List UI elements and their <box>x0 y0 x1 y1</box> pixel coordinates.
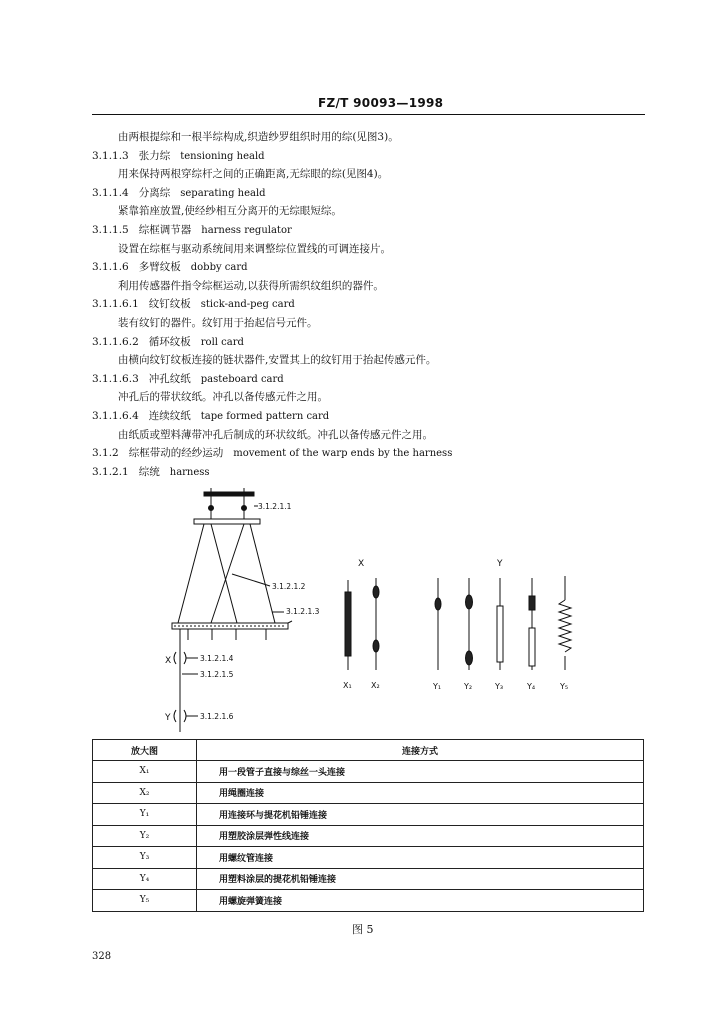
standard-header: FZ/T 90093—1998 <box>318 96 444 110</box>
row-key: Y₃ <box>93 847 197 869</box>
paragraph-text: 装有纹钉的器件。纹钉用于抬起信号元件。 <box>118 317 318 329</box>
detail-y1 <box>435 578 441 670</box>
term-chinese: 循环纹板 <box>148 335 191 348</box>
table-row <box>93 890 644 912</box>
clause-number: 3.1.1.5 <box>92 224 129 236</box>
detail-label: Y₄ <box>527 682 536 691</box>
clause-number: 3.1.1.3 <box>92 149 129 162</box>
term-chinese: 冲孔纹纸 <box>148 372 191 385</box>
term-chinese: 综框调节器 <box>138 224 192 236</box>
term-english: separating heald <box>180 187 266 199</box>
table-row <box>93 782 644 804</box>
row-key: X₁ <box>93 761 197 783</box>
term-english: roll card <box>200 336 244 348</box>
row-key: Y₂ <box>93 825 197 847</box>
paragraph-text: 由横向纹钉纹板连接的链状器件,安置其上的纹钉用于抬起传感元件。 <box>118 354 437 367</box>
figure-caption: 图 5 <box>352 923 374 936</box>
paragraph-text: 设置在综框与驱动系统间用来调整综位置线的可调连接片。 <box>118 242 391 255</box>
row-key: Y₁ <box>93 804 197 826</box>
detail-y3 <box>497 578 503 670</box>
detail-label: Y₁ <box>433 682 442 691</box>
term-english: movement of the warp ends by the harness <box>233 448 453 460</box>
row-key: X₂ <box>93 782 197 804</box>
row-key: Y₄ <box>93 868 197 890</box>
mark-y-left: Y <box>165 713 171 723</box>
table-row <box>93 804 644 826</box>
connector-x <box>174 652 186 664</box>
clause-number: 3.1.1.6.3 <box>92 372 139 385</box>
detail-label: X₁ <box>343 681 352 690</box>
detail-y2 <box>466 578 473 670</box>
detail-y4 <box>529 578 535 670</box>
mark-x-left: X <box>165 656 172 666</box>
clause-number: 3.1.1.4 <box>92 186 129 199</box>
detail-label: X₂ <box>371 681 380 690</box>
term-chinese: 连续纹纸 <box>148 410 191 422</box>
callout-3: 3.1.2.1.3 <box>286 607 320 616</box>
connector-y <box>174 710 186 722</box>
term-heading <box>92 297 295 312</box>
paragraph-text: 冲孔后的带状纹纸。冲孔以备传感元件之用。 <box>118 391 328 404</box>
row-value: 用绳圈连接 <box>197 782 644 804</box>
term-heading <box>92 335 244 350</box>
term-heading <box>92 186 266 201</box>
term-english: harness regulator <box>201 225 292 236</box>
lower-rail <box>172 621 292 640</box>
upper-frame-bar <box>194 519 260 524</box>
table-row <box>93 847 644 869</box>
clause-number: 3.1.2 <box>92 447 119 460</box>
term-english: pasteboard card <box>200 373 284 385</box>
callout-4: 3.1.2.1.4 <box>200 654 234 663</box>
table-row <box>93 825 644 847</box>
detail-label: Y₅ <box>560 682 569 691</box>
term-english: dobby card <box>190 262 248 274</box>
term-english: harness <box>169 466 210 478</box>
table-row <box>93 868 644 890</box>
header-rule <box>92 114 645 115</box>
table-row <box>93 761 644 783</box>
column-header-connection: 连接方式 <box>197 740 644 761</box>
term-chinese: 综框带动的经纱运动 <box>128 447 224 460</box>
detail-y5 <box>559 576 571 670</box>
callout-2: 3.1.2.1.2 <box>272 582 306 591</box>
row-value: 用塑胶涂层弹性线连接 <box>197 825 644 847</box>
term-heading <box>92 409 329 424</box>
term-heading <box>92 149 265 164</box>
row-key: Y₅ <box>93 890 197 912</box>
detail-label: Y₂ <box>464 682 473 691</box>
connection-table <box>92 739 644 912</box>
page-number: 328 <box>92 951 112 962</box>
term-english: tape formed pattern card <box>200 411 330 422</box>
term-english: stick-and-peg card <box>200 299 295 311</box>
term-chinese: 多臂纹板 <box>138 261 181 274</box>
term-chinese: 张力综 <box>138 149 171 162</box>
row-value: 用一段管子直接与综丝一头连接 <box>197 761 644 783</box>
term-heading <box>92 446 452 461</box>
term-heading <box>92 223 292 238</box>
term-heading <box>92 465 210 480</box>
clause-number: 3.1.1.6.1 <box>92 298 139 311</box>
term-chinese: 分离综 <box>138 186 171 199</box>
callout-1: 3.1.2.1.1 <box>258 502 292 511</box>
paragraph-text: 利用传感器件指令综框运动,以获得所需织纹组织的器件。 <box>118 279 384 292</box>
clause-number: 3.1.1.6 <box>92 261 129 274</box>
column-header-enlarged: 放大图 <box>93 740 197 761</box>
paragraph-text: 由纸质或塑料薄带冲孔后制成的环状纹纸。冲孔以备传感元件之用。 <box>118 428 433 441</box>
term-chinese: 综统 <box>138 465 160 478</box>
top-harness-bar <box>204 488 254 520</box>
callout-5: 3.1.2.1.5 <box>200 670 234 679</box>
detail-x1 <box>345 580 351 670</box>
mark-x-group: X <box>358 559 365 569</box>
detail-x2 <box>373 578 379 670</box>
row-value: 用螺纹管连接 <box>197 847 644 869</box>
harness-cords <box>178 524 275 623</box>
clause-number: 3.1.2.1 <box>92 465 129 478</box>
paragraph-text: 用来保持两根穿综杆之间的正确距离,无综眼的综(见图4)。 <box>118 168 389 181</box>
row-value: 用螺旋弹簧连接 <box>197 890 644 912</box>
paragraph-text: 紧靠筘座放置,使经纱相互分离开的无综眼短综。 <box>118 205 342 218</box>
clause-number: 3.1.1.6.2 <box>92 335 139 348</box>
row-value: 用塑料涂层的提花机铅锤连接 <box>197 868 644 890</box>
detail-label: Y₃ <box>495 682 504 691</box>
clause-number: 3.1.1.6.4 <box>92 410 139 422</box>
mark-y-group: Y <box>497 559 503 569</box>
term-heading <box>92 372 284 387</box>
table-header-row <box>93 740 644 761</box>
term-english: tensioning heald <box>180 150 265 162</box>
term-chinese: 纹钉纹板 <box>148 298 191 311</box>
term-heading <box>92 260 248 275</box>
paragraph-text: 由两根提综和一根半综构成,织造纱罗组织时用的综(见图3)。 <box>118 131 399 143</box>
row-value: 用连接环与提花机铅锤连接 <box>197 804 644 826</box>
callout-6: 3.1.2.1.6 <box>200 712 234 721</box>
